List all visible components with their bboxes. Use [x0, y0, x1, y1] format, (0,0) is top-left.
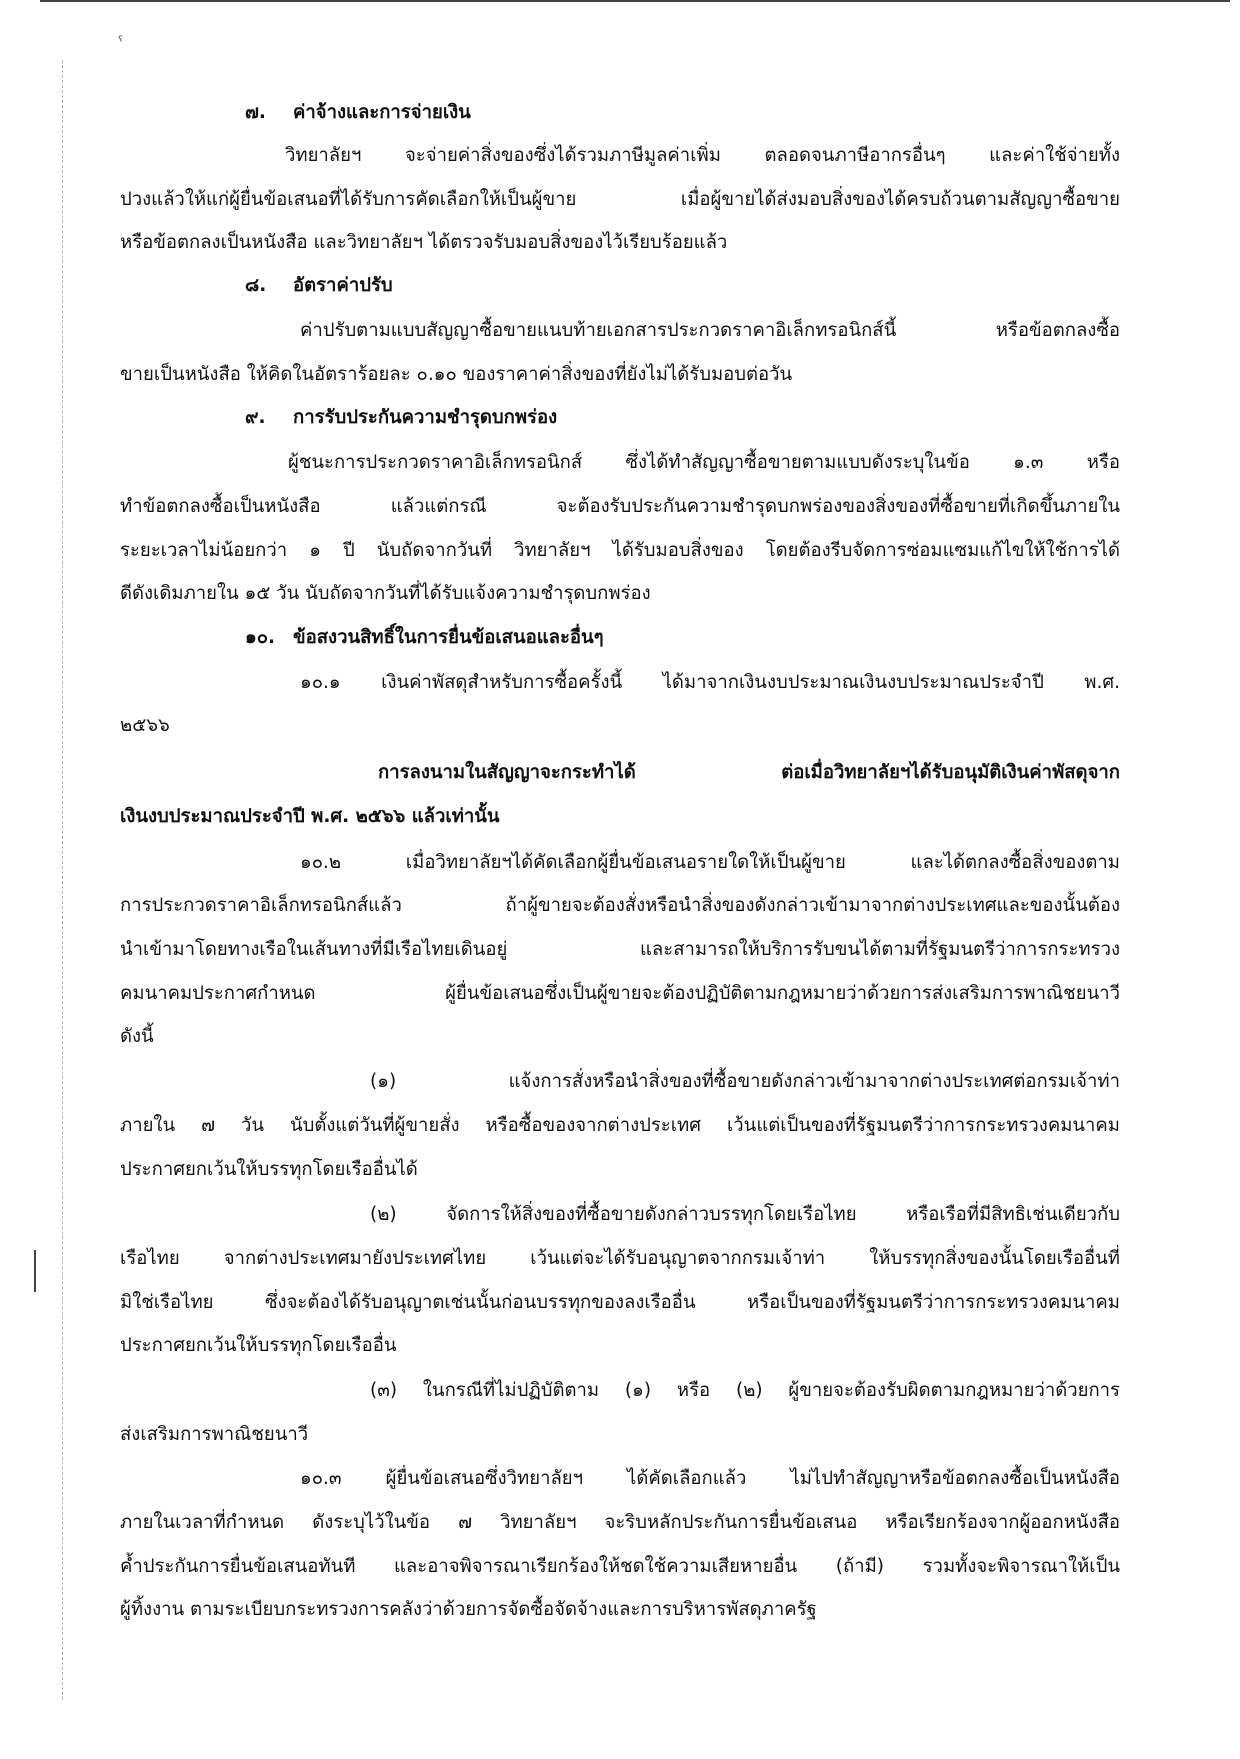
emphasis-line: การลงนามในสัญญาจะกระทำได้ ต่อเมื่อวิทยาลัยฯได้รับอนุมัติเงินค่าพัสดุจาก — [378, 762, 1120, 783]
section-8-heading — [245, 273, 393, 299]
paragraph-line: ระยะเวลาไม่น้อยกว่า ๑ ปี นับถัดจากวันที่ วิทยาลัยฯ ได้รับมอบสิ่งของ โดยต้องรีบจัดการซ่อมแซมแก้ไขให้ใช้การได้ — [120, 540, 1120, 561]
section-10-heading — [245, 625, 604, 651]
emphasis-line: เงินงบประมาณประจำปี พ.ศ. ๒๕๖๖ แล้วเท่านั้น — [120, 806, 500, 827]
section-7-title: ค่าจ้างและการจ่ายเงิน — [293, 102, 471, 123]
paragraph-line: ผู้ทิ้งงาน ตามระเบียบกระทรวงการคลังว่าด้วยการจัดซื้อจัดจ้างและการบริหารพัสดุภาครัฐ — [120, 1599, 817, 1620]
paragraph-line: นำเข้ามาโดยทางเรือในเส้นทางที่มีเรือไทยเดินอยู่ และสามารถให้บริการรับขนได้ตามที่รัฐมนตรีว่าการกระทรวง — [120, 939, 1120, 960]
paragraph-line: ขายเป็นหนังสือ ให้คิดในอัตราร้อยละ ๐.๑๐ ของราคาค่าสิ่งของที่ยังไม่ได้รับมอบต่อวัน — [120, 364, 793, 385]
paragraph-line: การประกวดราคาอิเล็กทรอนิกส์แล้ว ถ้าผู้ขายจะต้องสั่งหรือนำสิ่งของดังกล่าวเข้ามาจากต่างประเทศและของนั้นต้อง — [120, 895, 1120, 916]
scan-bar-artifact — [34, 1250, 36, 1292]
section-9-title: การรับประกันความชำรุดบกพร่อง — [293, 407, 558, 428]
section-7-heading — [245, 100, 471, 126]
paragraph-line: เรือไทย จากต่างประเทศมายังประเทศไทย เว้นแต่จะได้รับอนุญาตจากกรมเจ้าท่า ให้บรรทุกสิ่งของนั้นโดยเรืออื่นที่ — [120, 1248, 1120, 1269]
section-8-title: อัตราค่าปรับ — [293, 275, 393, 296]
paragraph-line: (๒) จัดการให้สิ่งของที่ซื้อขายดังกล่าวบรรทุกโดยเรือไทย หรือเรือที่มีสิทธิเช่นเดียวกับ — [370, 1204, 1120, 1225]
section-9-heading — [245, 405, 557, 431]
section-10-title: ข้อสงวนสิทธิ์ในการยื่นข้อเสนอและอื่นๆ — [293, 627, 604, 648]
paragraph-line: ค่าปรับตามแบบสัญญาซื้อขายแนบท้ายเอกสารประกวดราคาอิเล็กทรอนิกส์นี้ หรือข้อตกลงซื้อ — [300, 320, 1120, 341]
paragraph-line: ประกาศยกเว้นให้บรรทุกโดยเรืออื่น — [120, 1335, 397, 1356]
section-9-number: ๙. — [245, 407, 266, 428]
paragraph-line: ส่งเสริมการพาณิชยนาวี — [120, 1424, 309, 1445]
paragraph-line: หรือข้อตกลงเป็นหนังสือ และวิทยาลัยฯ ได้ตรวจรับมอบสิ่งของไว้เรียบร้อยแล้ว — [120, 232, 728, 253]
paragraph-line: ดีดังเดิมภายใน ๑๕ วัน นับถัดจากวันที่ได้รับแจ้งความชำรุดบกพร่อง — [120, 583, 651, 604]
section-7-number: ๗. — [245, 102, 266, 123]
scan-mark-artifact: ˁ — [118, 34, 124, 50]
paragraph-line: ๒๕๖๖ — [120, 715, 170, 736]
paragraph-line: มิใช่เรือไทย ซึ่งจะต้องได้รับอนุญาตเช่นนั้นก่อนบรรทุกของลงเรืออื่น หรือเป็นของที่รัฐมนตรีว่าการกระทรวงคมนาคม — [120, 1292, 1120, 1313]
paragraph-line: ๑๐.๓ ผู้ยื่นข้อเสนอซึ่งวิทยาลัยฯ ได้คัดเลือกแล้ว ไม่ไปทำสัญญาหรือข้อตกลงซื้อเป็นหนังสือ — [300, 1468, 1120, 1489]
section-10-number: ๑๐. — [245, 627, 276, 648]
paragraph-line: ค้ำประกันการยื่นข้อเสนอทันที และอาจพิจารณาเรียกร้องให้ชดใช้ความเสียหายอื่น (ถ้ามี) รวมทั้งจะพิจารณาให้เป็น — [120, 1556, 1120, 1577]
paragraph-line: คมนาคมประกาศกำหนด ผู้ยื่นข้อเสนอซึ่งเป็นผู้ขายจะต้องปฏิบัติตามกฎหมายว่าด้วยการส่งเสริมการพาณิชยนาวี — [120, 983, 1120, 1004]
paragraph-line: (๑) แจ้งการสั่งหรือนำสิ่งของที่ซื้อขายดังกล่าวเข้ามาจากต่างประเทศต่อกรมเจ้าท่า — [370, 1071, 1120, 1092]
paragraph-line: ปวงแล้วให้แก่ผู้ยื่นข้อเสนอที่ได้รับการคัดเลือกให้เป็นผู้ขาย เมื่อผู้ขายได้ส่งมอบสิ่งของได้ครบถ้วนตามสัญญาซื้อขาย — [120, 189, 1120, 210]
paragraph-line: ประกาศยกเว้นให้บรรทุกโดยเรืออื่นได้ — [120, 1159, 418, 1180]
top-border — [40, 0, 1230, 2]
paragraph-line: ภายในเวลาที่กำหนด ดังระบุไว้ในข้อ ๗ วิทยาลัยฯ จะริบหลักประกันการยื่นข้อเสนอ หรือเรียกร้องจากผู้ออกหนังสือ — [120, 1512, 1120, 1533]
paragraph-line: ภายใน ๗ วัน นับตั้งแต่วันที่ผู้ขายสั่ง หรือซื้อของจากต่างประเทศ เว้นแต่เป็นของที่รัฐมนตรีว่าการกระทรวงคมนาคม — [120, 1115, 1120, 1136]
paragraph-line: ๑๐.๒ เมื่อวิทยาลัยฯได้คัดเลือกผู้ยื่นข้อเสนอรายใดให้เป็นผู้ขาย และได้ตกลงซื้อสิ่งของตาม — [300, 852, 1120, 873]
paragraph-line: ๑๐.๑ เงินค่าพัสดุสำหรับการซื้อครั้งนี้ ได้มาจากเงินงบประมาณเงินงบประมาณประจำปี พ.ศ. — [300, 672, 1120, 693]
paragraph-line: (๓) ในกรณีที่ไม่ปฏิบัติตาม (๑) หรือ (๒) ผู้ขายจะต้องรับผิดตามกฎหมายว่าด้วยการ — [370, 1380, 1120, 1401]
paragraph-line: ดังนี้ — [120, 1026, 154, 1047]
paragraph-line: ผู้ชนะการประกวดราคาอิเล็กทรอนิกส์ ซึ่งได้ทำสัญญาซื้อขายตามแบบดังระบุในข้อ ๑.๓ หรือ — [288, 452, 1120, 473]
paragraph-line: ทำข้อตกลงซื้อเป็นหนังสือ แล้วแต่กรณี จะต้องรับประกันความชำรุดบกพร่องของสิ่งของที่ซื้อขายที่เกิดขึ้นภายใน — [120, 496, 1120, 517]
paragraph-line: วิทยาลัยฯ จะจ่ายค่าสิ่งของซึ่งได้รวมภาษีมูลค่าเพิ่ม ตลอดจนภาษีอากรอื่นๆ และค่าใช้จ่ายทั้ง — [285, 145, 1120, 166]
section-8-number: ๘. — [245, 275, 267, 296]
scan-edge-artifact — [62, 60, 65, 1700]
